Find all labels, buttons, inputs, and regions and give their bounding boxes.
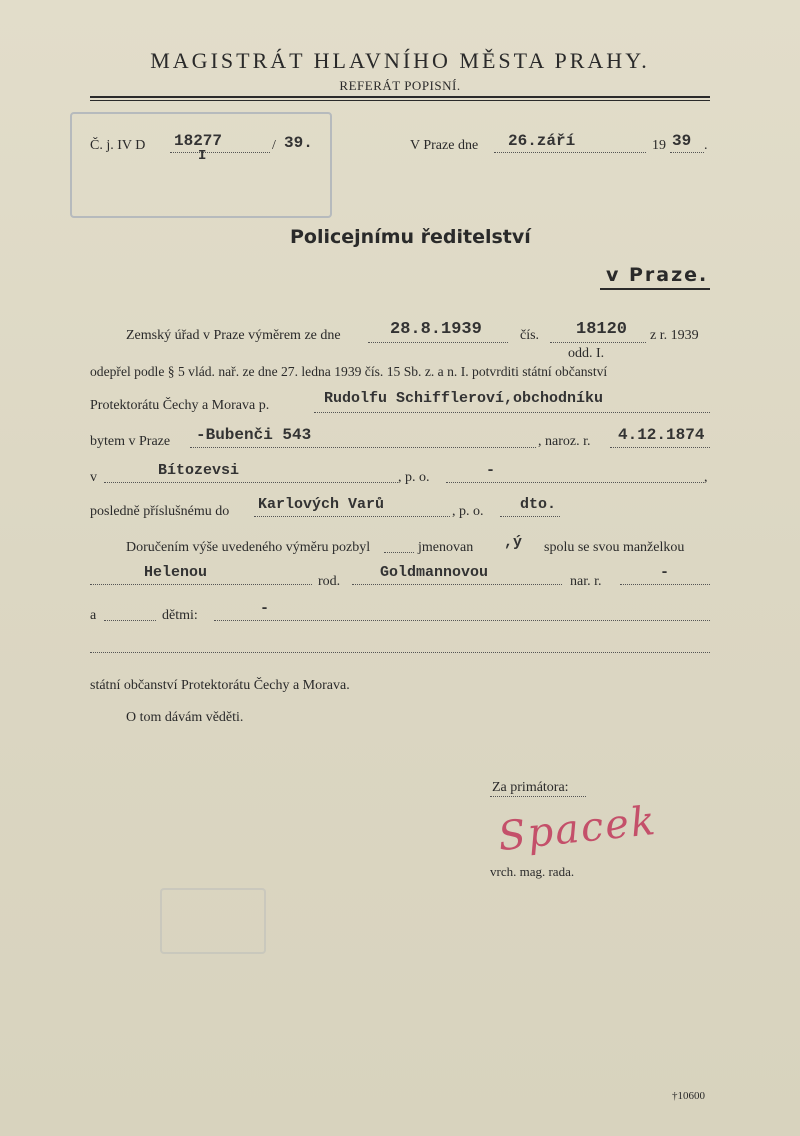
children-value: -: [260, 600, 270, 617]
body-line9-children: dětmi:: [162, 608, 198, 623]
body-line11-text: státní občanství Protektorátu Čechy a Morava.: [90, 678, 350, 693]
addressee-line1: Policejnímu ředitelství: [290, 226, 531, 248]
date-day-month: 26.září: [508, 132, 576, 150]
body-line5-comma: ,: [704, 470, 708, 485]
header-rule-bottom: [90, 100, 710, 101]
body-line4-naroz: , naroz. r.: [538, 434, 591, 449]
body-line7-text-b: jmenovan: [418, 540, 474, 555]
body-line3-text: Protektorátu Čechy a Morava p.: [90, 398, 270, 413]
body-line7-text-c: spolu se svou manželkou: [544, 540, 685, 555]
body-line8-rod: rod.: [318, 574, 341, 589]
body-line1-text: Zemský úřad v Praze výměrem ze dne: [126, 328, 341, 343]
body-line1-cis: čís.: [520, 328, 540, 343]
body-line4-text: bytem v Praze: [90, 434, 171, 449]
birthplace: Bítozevsi: [158, 462, 240, 479]
addressee-underline: [600, 288, 710, 290]
person-address: -Bubenči 543: [196, 426, 312, 444]
addressee-line2: v Praze.: [606, 264, 709, 286]
wife-name: Helenou: [144, 564, 208, 581]
footer-code: †10600: [672, 1090, 705, 1102]
body-line9-a: a: [90, 608, 97, 623]
body-line2-text: odepřel podle § 5 vlád. nař. ze dne 27. ledna 1939 čís. 15 Sb. z. a n. I. potvrditi státní občanství: [90, 364, 608, 379]
wife-maiden-name: Goldmannovou: [380, 564, 489, 581]
birthplace-post: -: [486, 462, 496, 479]
body-line5-v: v: [90, 470, 97, 485]
department-subtitle: REFERÁT POPISNÍ.: [339, 78, 461, 93]
signature-for: Za primátora:: [492, 780, 569, 795]
domicile-post: dto.: [520, 496, 557, 513]
signature-title: vrch. mag. rada.: [490, 864, 575, 879]
body-line6-text: posledně příslušnému do: [90, 504, 230, 519]
body-line5-po: , p. o.: [398, 470, 430, 485]
body-line1-year: z r. 1939: [650, 328, 699, 343]
body-line8-nar: nar. r.: [570, 574, 602, 589]
handwritten-signature: Spacek: [496, 797, 660, 861]
reference-sub: I: [198, 148, 207, 164]
header-rule-top: [90, 96, 710, 98]
reference-slash: /: [272, 138, 276, 153]
reference-prefix: Č. j. IV D: [90, 138, 146, 153]
empty-line: [90, 652, 710, 653]
date-period: .: [704, 138, 708, 153]
wife-birth-year: -: [660, 564, 670, 581]
decision-number: 18120: [576, 320, 628, 339]
date-year: 39: [672, 132, 692, 150]
reference-year: 39.: [284, 134, 313, 152]
decision-date: 28.8.1939: [390, 320, 482, 339]
faded-stamp: [160, 888, 266, 954]
person-name: Rudolfu Schiffleroví,obchodníku: [324, 390, 604, 407]
date-prefix: V Praze dne: [410, 138, 479, 153]
body-line1-odd: odd. I.: [568, 346, 605, 361]
domicile-place: Karlových Varů: [258, 496, 385, 513]
office-title: MAGISTRÁT HLAVNÍHO MĚSTA PRAHY.: [150, 48, 650, 73]
body-line7-text-a: Doručením výše uvedeného výměru pozbyl: [126, 540, 371, 555]
received-stamp: [70, 112, 332, 218]
gender-suffix: ,ý: [504, 534, 523, 551]
date-century: 19: [652, 138, 666, 153]
person-birth-year: 4.12.1874: [618, 426, 705, 444]
body-line6-po: , p. o.: [452, 504, 484, 519]
body-line12-text: O tom dávám věděti.: [126, 710, 244, 725]
reference-number: 18277: [174, 132, 223, 150]
